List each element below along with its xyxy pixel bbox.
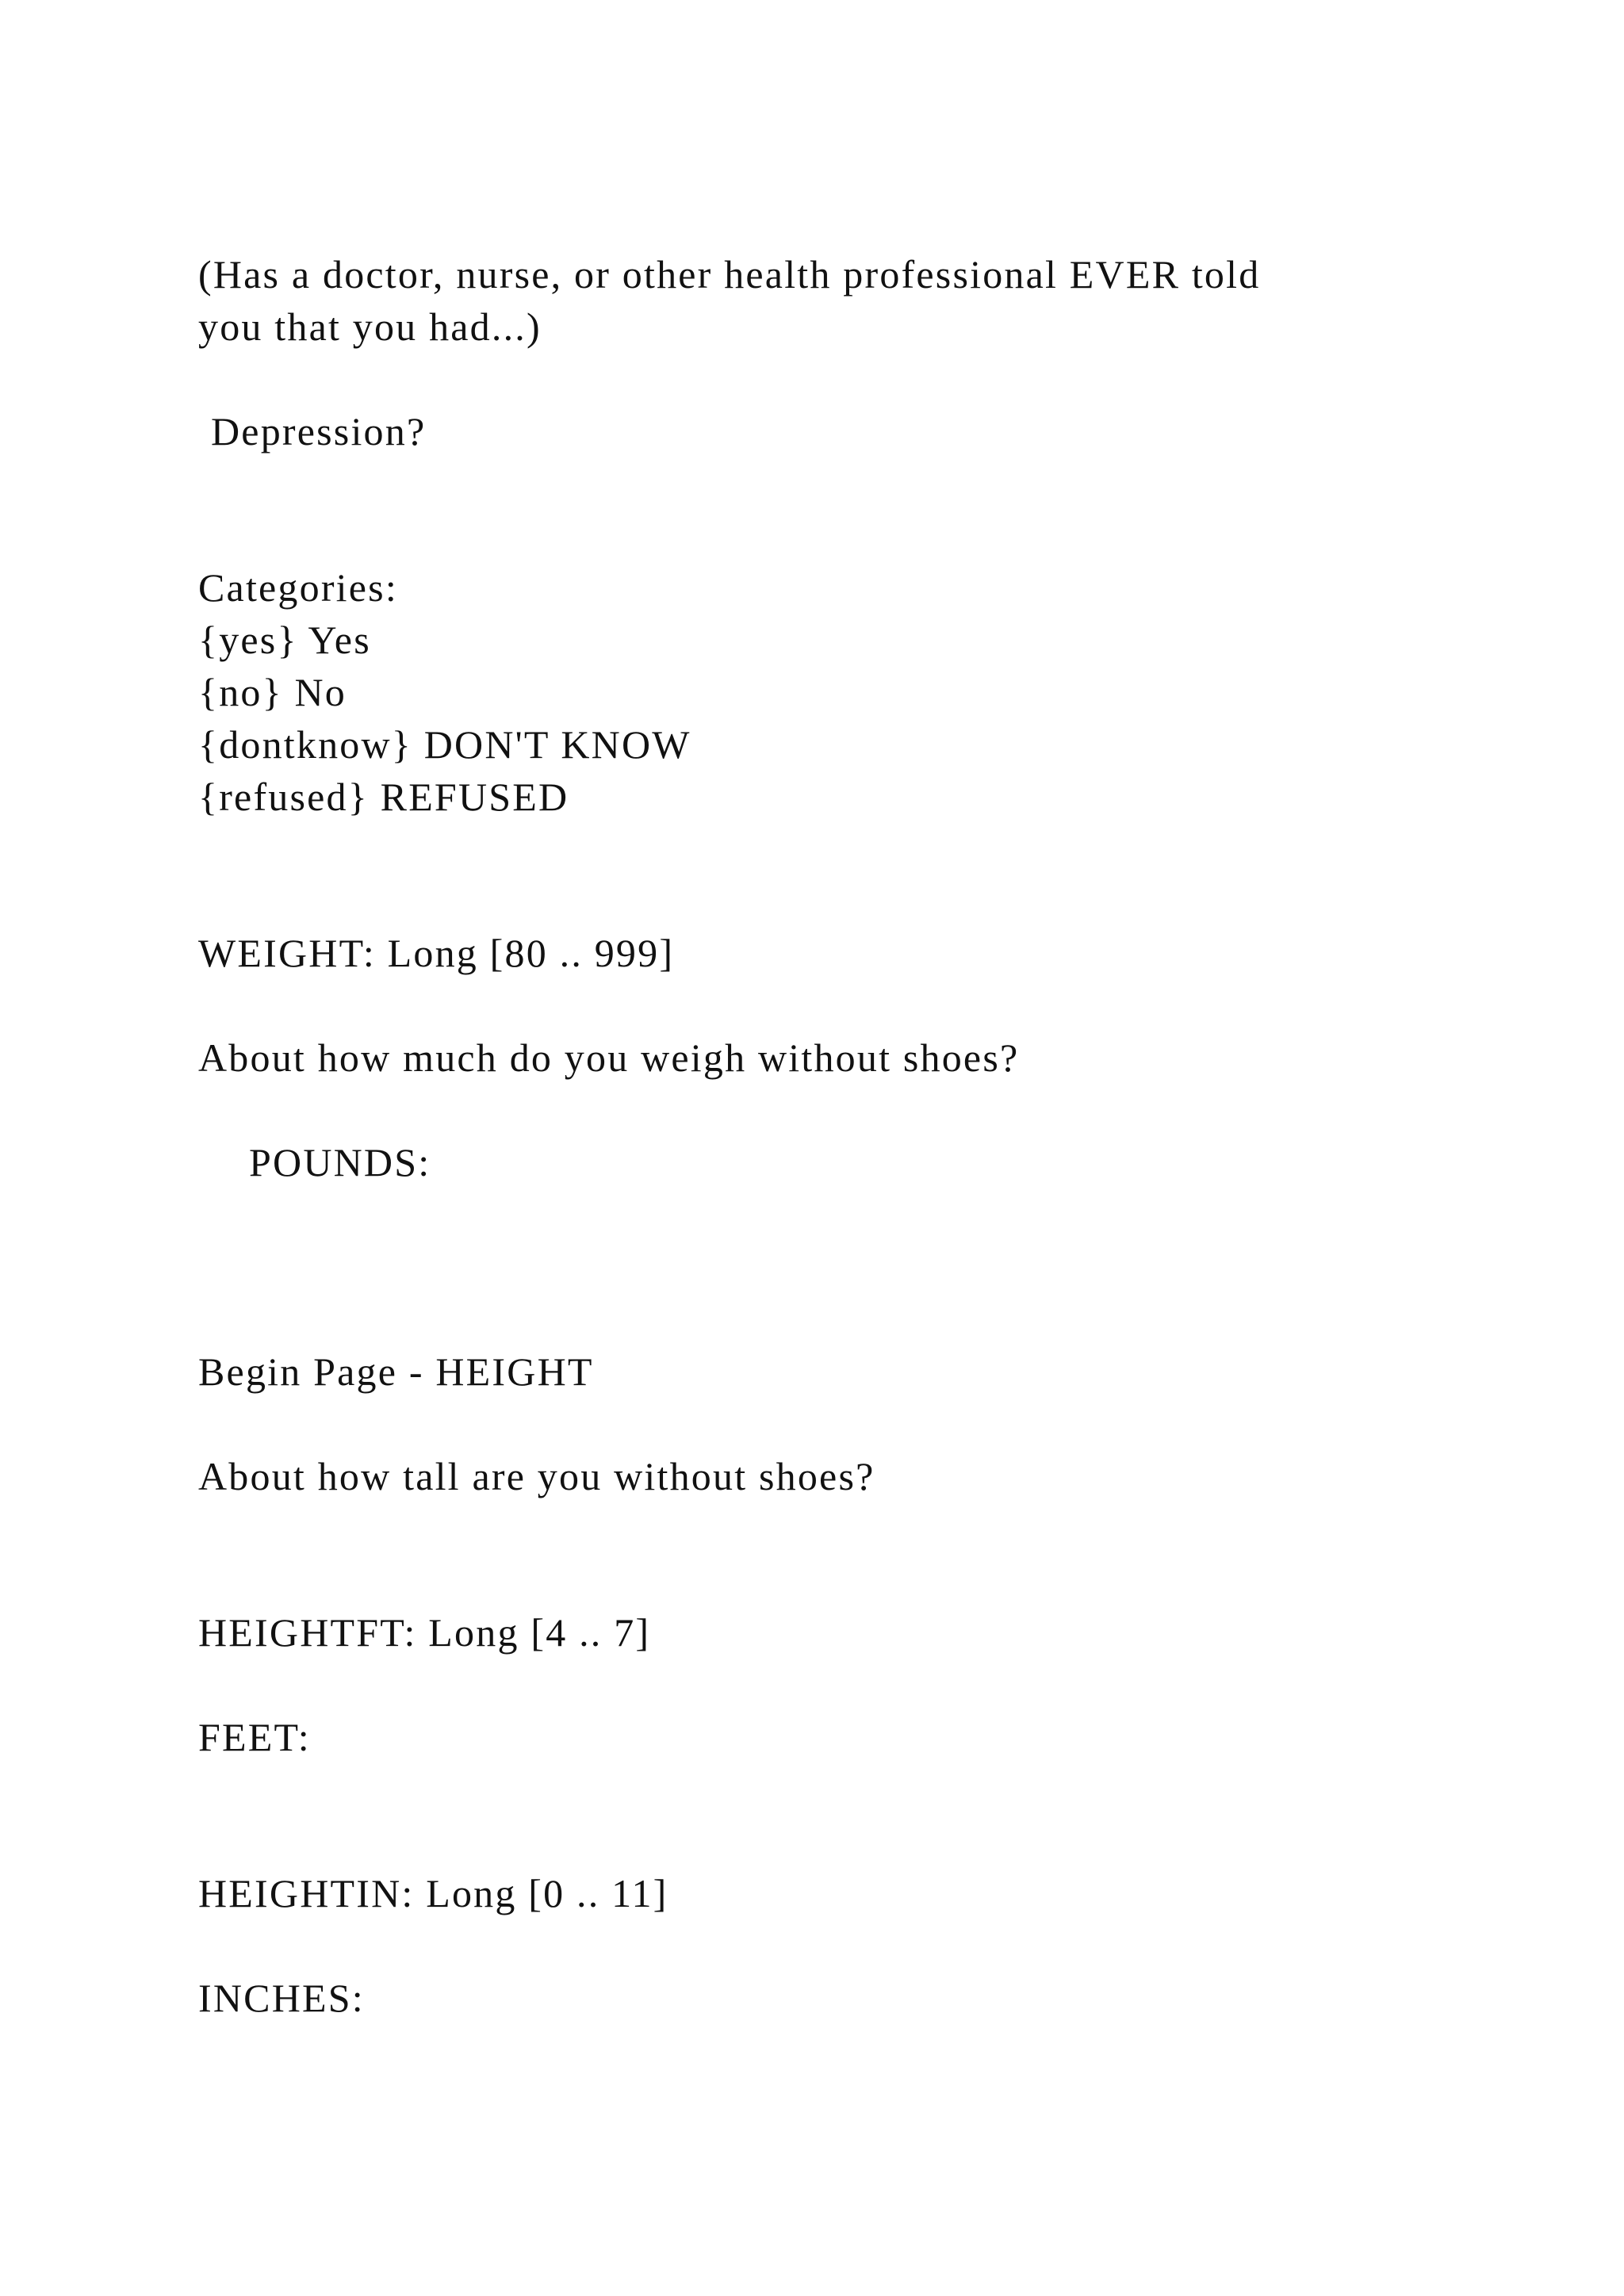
category-option-yes: {yes} Yes [198,618,371,662]
category-option-no: {no} No [198,670,347,714]
weight-unit-label: POUNDS: [249,1140,431,1184]
question-preamble-line-1: (Has a doctor, nurse, or other health professional EVER told [198,252,1261,297]
category-option-dontknow: {dontknow} DON'T KNOW [198,722,691,767]
heightft-unit-label: FEET: [198,1715,311,1759]
weight-variable: WEIGHT: Long [80 .. 999] [198,931,675,975]
weight-question: About how much do you weigh without shoes? [198,1035,1020,1080]
height-question: About how tall are you without shoes? [198,1454,875,1498]
question-preamble-line-2: you that you had...) [198,304,542,349]
heightin-variable: HEIGHTIN: Long [0 .. 11] [198,1871,668,1915]
heightin-unit-label: INCHES: [198,1976,365,2020]
categories-heading: Categories: [198,565,398,610]
height-page-begin: Begin Page - HEIGHT [198,1349,594,1394]
question-item-depression: Depression? [211,409,427,453]
heightft-variable: HEIGHTFT: Long [4 .. 7] [198,1610,651,1655]
category-option-refused: {refused} REFUSED [198,775,569,819]
